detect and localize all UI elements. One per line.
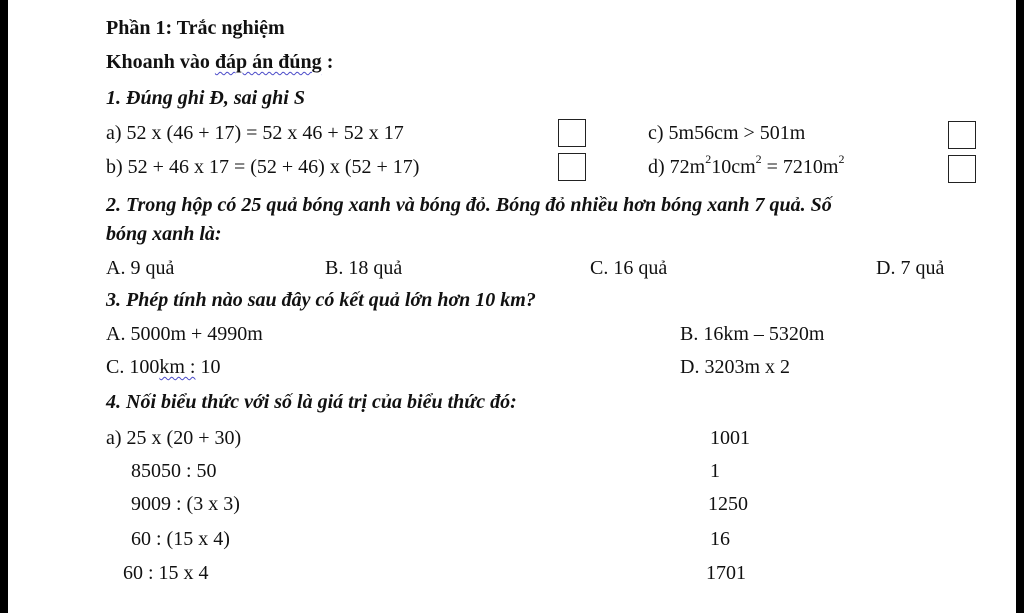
document-page bbox=[8, 0, 1016, 613]
q4-value-4[interactable]: 16 bbox=[710, 528, 730, 550]
instruction bbox=[106, 50, 333, 74]
q1-item-c: c) 5m56cm > 501m bbox=[648, 122, 806, 144]
q1-answer-box-b[interactable] bbox=[558, 153, 586, 181]
part-title: Phần 1: Trắc nghiệm bbox=[106, 17, 285, 39]
q2-title-line1: 2. Trong hộp có 25 quả bóng xanh và bóng đỏ. Bóng đỏ nhiều hơn bóng xanh 7 quả. Số bbox=[106, 194, 832, 216]
q1-item-d bbox=[648, 152, 845, 179]
instruction-suffix: : bbox=[321, 51, 334, 73]
q1-item-d-mid: 10cm bbox=[711, 156, 756, 178]
q1-answer-box-a[interactable] bbox=[558, 119, 586, 147]
q4-title: 4. Nối biểu thức với số là giá trị của biểu thức đó: bbox=[106, 391, 517, 413]
q2-option-a[interactable]: A. 9 quả bbox=[106, 257, 175, 279]
q4-value-1[interactable]: 1001 bbox=[710, 427, 750, 449]
q1-item-d-sup1: 2 bbox=[705, 152, 712, 167]
instruction-underlined: đáp án đúng bbox=[214, 51, 322, 73]
q3-option-c-prefix: C. 100 bbox=[106, 356, 160, 378]
q3-option-c-underlined: km : bbox=[159, 356, 196, 378]
q3-option-d[interactable]: D. 3203m x 2 bbox=[680, 356, 790, 378]
q4-expression-5[interactable]: 60 : 15 x 4 bbox=[123, 562, 209, 584]
q1-item-d-sup3: 2 bbox=[838, 152, 845, 167]
q4-expression-1[interactable]: a) 25 x (20 + 30) bbox=[106, 427, 242, 449]
q1-item-a: a) 52 x (46 + 17) = 52 x 46 + 52 x 17 bbox=[106, 122, 404, 144]
q1-item-d-prefix: d) 72m bbox=[648, 156, 706, 178]
q3-option-c[interactable] bbox=[106, 355, 220, 379]
q4-value-2[interactable]: 1 bbox=[710, 460, 720, 482]
q2-option-c[interactable]: C. 16 quả bbox=[590, 257, 668, 279]
q1-answer-box-c[interactable] bbox=[948, 121, 976, 149]
q1-item-b: b) 52 + 46 x 17 = (52 + 46) x (52 + 17) bbox=[106, 156, 420, 178]
q1-item-d-sup2: 2 bbox=[755, 152, 762, 167]
q4-value-3[interactable]: 1250 bbox=[708, 493, 748, 515]
q1-item-d-eq: = 7210m bbox=[761, 156, 839, 178]
q1-title: 1. Đúng ghi Đ, sai ghi S bbox=[106, 87, 305, 109]
q4-value-5[interactable]: 1701 bbox=[706, 562, 746, 584]
instruction-prefix: Khoanh vào bbox=[106, 51, 215, 73]
q3-option-b[interactable]: B. 16km – 5320m bbox=[680, 323, 825, 345]
q4-expression-3[interactable]: 9009 : (3 x 3) bbox=[131, 493, 240, 515]
q3-option-c-suffix: 10 bbox=[195, 356, 221, 378]
q3-option-a[interactable]: A. 5000m + 4990m bbox=[106, 323, 263, 345]
q2-option-d[interactable]: D. 7 quả bbox=[876, 257, 945, 279]
q4-expression-2[interactable]: 85050 : 50 bbox=[131, 460, 217, 482]
q2-option-b[interactable]: B. 18 quả bbox=[325, 257, 403, 279]
q4-expression-4[interactable]: 60 : (15 x 4) bbox=[131, 528, 230, 550]
q3-title: 3. Phép tính nào sau đây có kết quả lớn hơn 10 km? bbox=[106, 289, 536, 311]
q1-answer-box-d[interactable] bbox=[948, 155, 976, 183]
q2-title-line2: bóng xanh là: bbox=[106, 223, 222, 245]
